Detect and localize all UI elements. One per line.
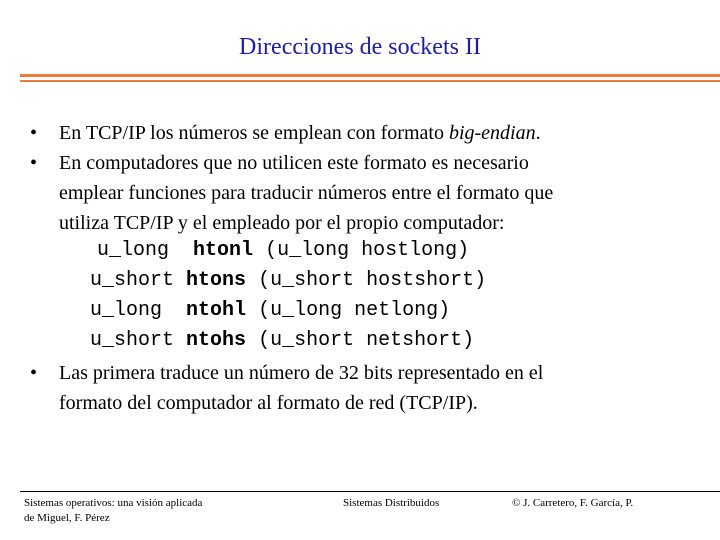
bullet-1-end: . xyxy=(535,122,541,144)
code-type: u_long xyxy=(97,239,170,262)
code-function: htonl xyxy=(193,239,254,262)
bullet-text xyxy=(59,118,541,148)
slide-title: Direcciones de sockets II xyxy=(239,34,481,60)
bullet-dot: • xyxy=(30,152,38,174)
bullet-3-line-1: Las primera traduce un número de 32 bits representado en el xyxy=(59,362,544,384)
code-function: ntohl xyxy=(186,299,247,322)
bullet-3-line-2: formato del computador al formato de red (TCP/IP). xyxy=(59,392,478,414)
bullet-2-line-1: En computadores que no utilicen este formato es necesario xyxy=(59,152,529,174)
code-type: u_long xyxy=(90,299,163,322)
bullet-1-text: En TCP/IP los números se emplean con formato xyxy=(59,122,449,144)
code-line-1 xyxy=(97,236,469,266)
footer-divider xyxy=(20,491,720,492)
code-args: (u_short netshort) xyxy=(258,329,475,352)
footer-book-title: Sistemas operativos: una visión aplicada xyxy=(24,497,203,509)
footer-left xyxy=(24,496,202,526)
title-underline xyxy=(20,74,720,84)
code-line-2 xyxy=(90,266,486,296)
code-function: htons xyxy=(186,269,247,292)
code-args: (u_long hostlong) xyxy=(265,239,470,262)
bullet-dot: • xyxy=(30,362,38,384)
code-args: (u_short hostshort) xyxy=(258,269,487,292)
bullet-1-emphasis: big-endian xyxy=(448,122,536,144)
bullet-2-line-2: emplear funciones para traducir números entre el formato que xyxy=(59,182,554,204)
bullet-2-line-3: utiliza TCP/IP y el empleado por el propio computador: xyxy=(59,212,505,234)
footer-authors: de Miguel, F. Pérez xyxy=(24,512,110,524)
code-line-3 xyxy=(90,296,450,326)
code-args: (u_long netlong) xyxy=(258,299,451,322)
title-underline-thin xyxy=(20,80,720,82)
code-line-4 xyxy=(90,326,474,356)
bullet-dot: • xyxy=(30,122,38,144)
footer-copyright: © J. Carretero, F. García, P. xyxy=(512,497,634,509)
code-type: u_short xyxy=(90,269,175,292)
footer-course: Sistemas Distribuidos xyxy=(343,497,440,509)
code-type: u_short xyxy=(90,329,175,352)
code-function: ntohs xyxy=(186,329,247,352)
title-underline-thick xyxy=(20,74,720,77)
